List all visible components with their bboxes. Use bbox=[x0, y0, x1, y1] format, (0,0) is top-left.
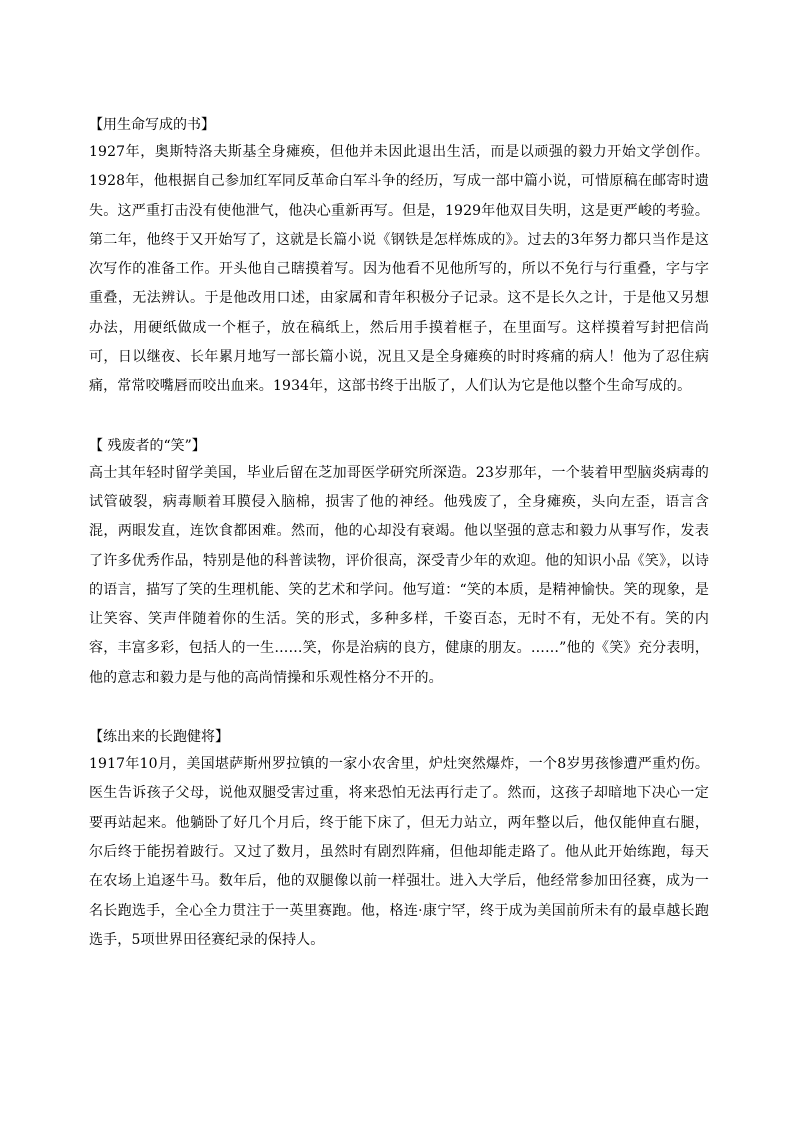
section-heading: 【用生命写成的书】 bbox=[89, 117, 215, 133]
section-paragraph: 高士其年轻时留学美国，毕业后留在芝加哥医学研究所深造。23岁那年，一个装着甲型脑炎病毒的试管破裂，病毒顺着耳膜侵入脑棉，损害了他的神经。他残废了，全身瘫痪，头向左歪，语言含混，两眼发直，连饮食都困难。然而，他的心却没有衰竭。他以坚强的意志和毅力从事写作，发表了许多优秀作品，特别是他的科普读物，评价很高，深受青少年的欢迎。他的知识小品《笑》，以诗的语言，描写了笑的生理机能、笑的艺术和学问。他写道：“笑的本质，是精神愉快。笑的现象，是让笑容、笑声伴随着你的生活。笑的形式，多种多样，千姿百态，无时不有，无处不有。笑的内容，丰富多彩，包括人的一生……笑，你是治病的良方，健康的朋友。……”他的《笑》充分表明，他的意志和毅力是与他的高尚情操和乐观性格分不开的。 bbox=[89, 464, 709, 686]
section-heading: 【练出来的长跑健将】 bbox=[89, 729, 229, 746]
section-paragraph: 1917年10月，美国堪萨斯州罗拉镇的一家小农舍里，炉灶突然爆炸，一个8岁男孩惨遭严重灼伤。医生告诉孩子父母，说他双腿受害过重，将来恐怕无法再行走了。然而，这孩子却暗地下决心一定要再站起来。他躺卧了好几个月后，终于能下床了，但无力站立，两年整以后，他仅能伸直右腿，尔后终于能拐着跛行。又过了数月，虽然时有剧烈阵痛，但他却能走路了。他从此开始练跑，每天在农场上追逐牛马。数年后，他的双腿像以前一样强壮。进入大学后，他经常参加田径赛，成为一名长跑选手，全心全力贯注于一英里赛跑。他，格连·康宁罕，终于成为美国前所未有的最卓越长跑选手，5项世界田径赛纪录的保持人。 bbox=[89, 756, 709, 948]
section-heading: 【 残废者的“笑”】 bbox=[89, 437, 206, 454]
section-disabled-persons-smile bbox=[89, 433, 709, 693]
section-trained-distance-runner bbox=[89, 724, 709, 955]
document-page bbox=[89, 112, 709, 955]
section-paragraph: 1927年，奥斯特洛夫斯基全身瘫痪，但他并未因此退出生活，而是以顽强的毅力开始文学创作。1928年，他根据自己参加红军同反革命白军斗争的经历，写成一部中篇小说，可惜原稿在邮寄时遗失。这严重打击没有使他泄气，他决心重新再写。但是，1929年他双目失明，这是更严峻的考验。第二年，他终于又开始写了，这就是长篇小说《钢铁是怎样炼成的》。过去的3年努力都只当作是这次写作的准备工作。开头他自己瞎摸着写。因为他看不见他所写的，所以不免行与行重叠，字与字重叠，无法辨认。于是他改用口述，由家属和青年积极分子记录。这不是长久之计，于是他又另想办法，用硬纸做成一个框子，放在稿纸上，然后用手摸着框子，在里面写。这样摸着写封把信尚可，日以继夜、长年累月地写一部长篇小说，况且又是全身瘫痪的时时疼痛的病人！他为了忍住病痛，常常咬嘴唇而咬出血来。1934年，这部书终于出版了，人们认为它是他以整个生命写成的。 bbox=[89, 144, 709, 395]
section-book-written-with-life bbox=[89, 112, 709, 402]
